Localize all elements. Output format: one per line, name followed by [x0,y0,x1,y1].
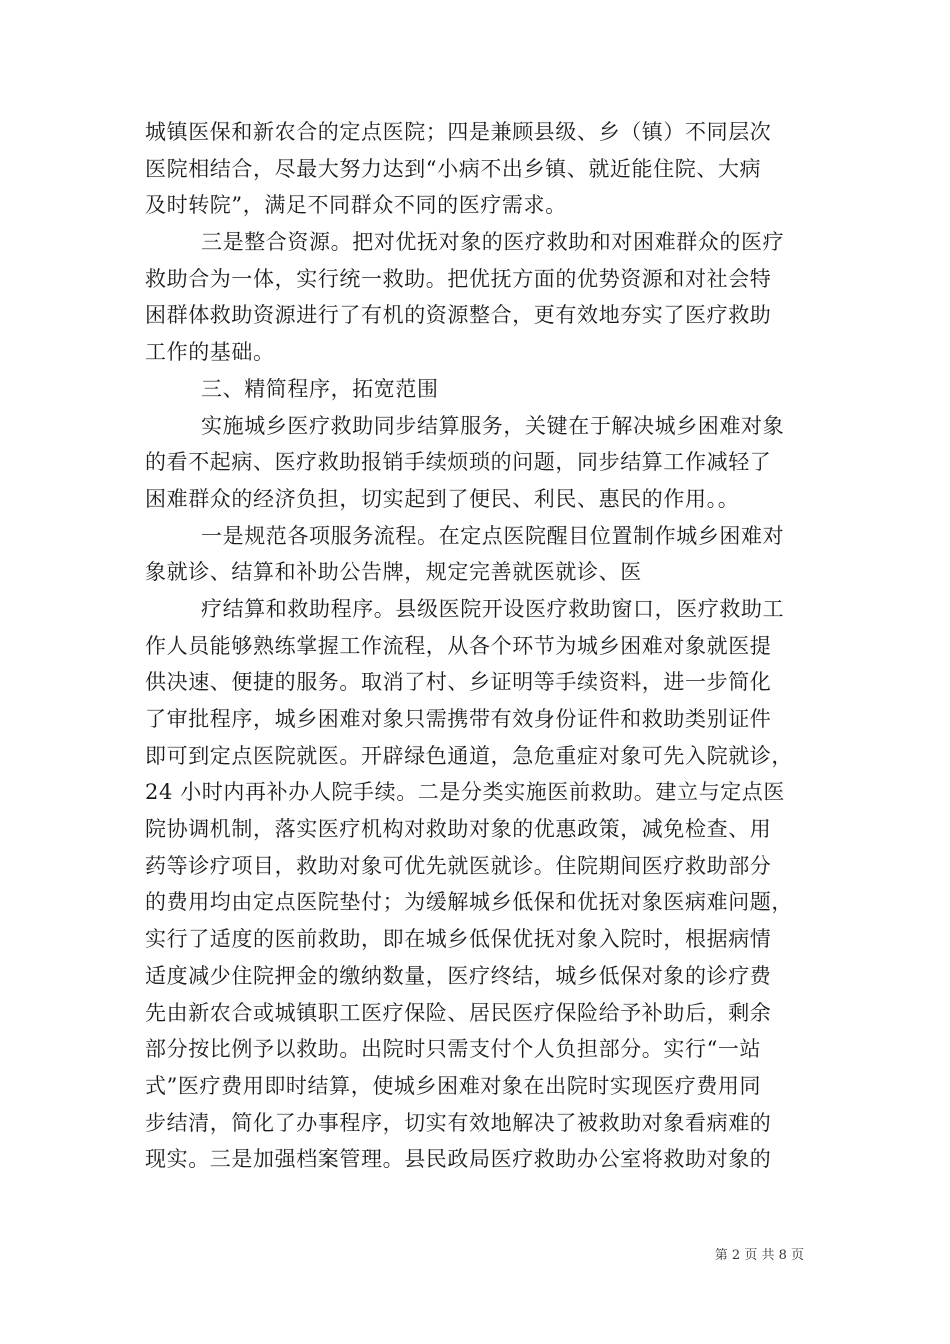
text-line: 的费用均由定点医院垫付；为缓解城乡低保和优抚对象医病难问题， [145,890,793,915]
text-line: 城镇医保和新农合的定点医院；四是兼顾县级、乡（镇）不同层次 [145,120,772,144]
text-line: 供决速、便捷的服务。取消了村、乡证明等手续资料，进一步简化 [145,670,772,695]
text-line: 作人员能够熟练掌握工作流程，从各个环节为城乡困难对象就医提 [145,633,772,658]
text-line: 实施城乡医疗救助同步结算服务，关键在于解决城乡困难对象 [201,413,785,438]
text-line: 工作的基础。 [145,340,275,365]
text-line: 了审批程序，城乡困难对象只需携带有效身份证件和救助类别证件 [145,707,772,731]
text-line: 三、精简程序，拓宽范围 [201,376,439,401]
text-line: 医院相结合，尽最大努力达到“小病不出乡镇、就近能住院、大病 [145,156,762,181]
page-number: 第 2 页 共 8 页 [714,1248,804,1263]
text-line: 适度减少住院押金的缴纳数量，医疗终结，城乡低保对象的诊疗费 [145,963,772,988]
text-line: 部分按比例予以救助。出院时只需支付个人负担部分。实行“一站 [145,1037,762,1062]
text-line: 的看不起病、医疗救助报销手续烦琐的问题，同步结算工作减轻了 [145,450,772,475]
text-line: 三是整合资源。把对优抚对象的医疗救助和对困难群众的医疗 [201,230,785,255]
text-line: 式”医疗费用即时结算，使城乡困难对象在出院时实现医疗费用同 [145,1073,762,1098]
text-line: 困群体救助资源进行了有机的资源整合，更有效地夯实了医疗救助 [145,303,772,328]
text-line: 实行了适度的医前救助，即在城乡低保优抚对象入院时，根据病情 [145,927,772,952]
text-line: 药等诊疗项目，救助对象可优先就医就诊。住院期间医疗救助部分 [145,853,772,878]
text-line: 院协调机制，落实医疗机构对救助对象的优惠政策，减免检查、用 [145,817,772,842]
text-line: 现实。三是加强档案管理。县民政局医疗救助办公室将救助对象的 [145,1147,772,1172]
text-line: 一是规范各项服务流程。在定点医院醒目位置制作城乡困难对 [201,523,785,548]
text-line: 即可到定点医院就医。开辟绿色通道，急危重症对象可先入院就诊， [145,743,793,768]
text-line: 救助合为一体，实行统一救助。把优抚方面的优势资源和对社会特 [145,266,772,291]
text-line: 步结清，简化了办事程序，切实有效地解决了被救助对象看病难的 [145,1110,772,1135]
text-line: 疗结算和救助程序。县级医院开设医疗救助窗口，医疗救助工 [201,596,785,621]
text-line: 象就诊、结算和补助公告牌，规定完善就医就诊、医 [145,560,642,585]
text-line: 24 小时内再补办人院手续。二是分类实施医前救助。建立与定点医 [145,780,785,805]
text-line: 及时转院”，满足不同群众不同的医疗需求。 [145,193,567,218]
document-body [145,114,810,1178]
text-line: 困难群众的经济负担，切实起到了便民、利民、惠民的作用。。 [145,486,740,511]
text-line: 先由新农合或城镇职工医疗保险、居民医疗保险给予补助后，剩余 [145,1000,772,1025]
